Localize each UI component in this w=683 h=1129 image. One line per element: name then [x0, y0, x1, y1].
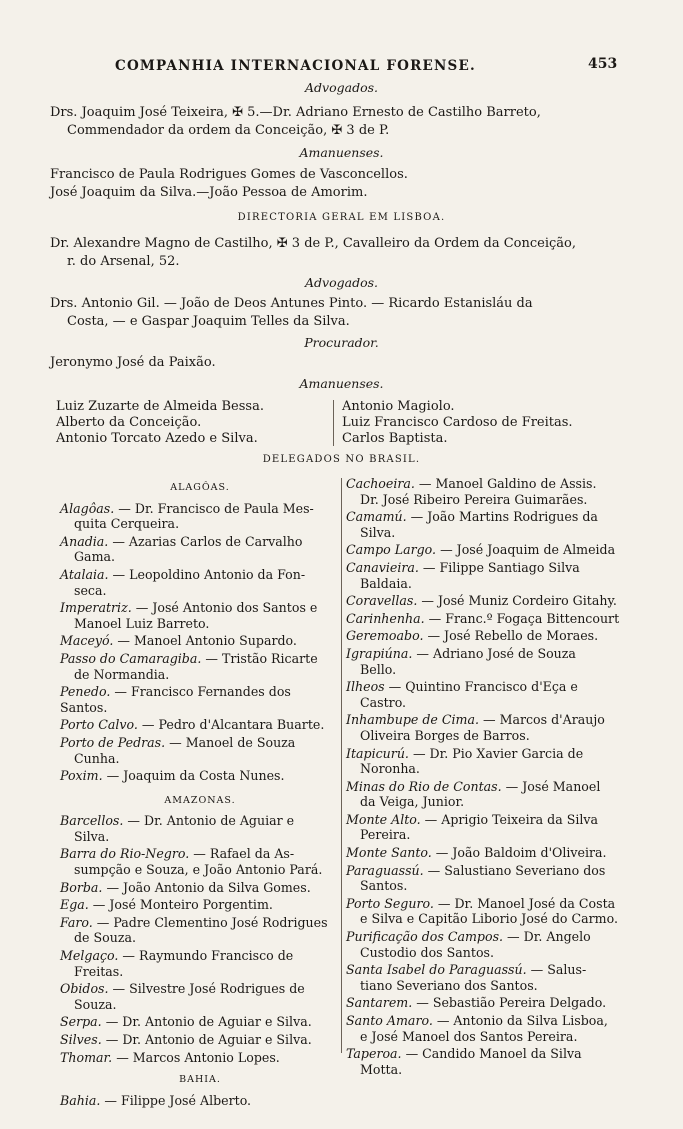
delegate-text: — João Martins Rodrigues da	[406, 509, 598, 525]
delegate-text: — João Antonio da Silva Gomes.	[102, 879, 311, 895]
delegate-continuation: sumpção e Souza, e João Antonio Pará.	[74, 862, 323, 878]
delegate-entry	[346, 611, 636, 627]
delegate-continuation: Baldaia.	[360, 575, 412, 591]
right-column	[346, 476, 636, 1079]
bahia-list	[60, 1093, 340, 1109]
lisboa-advogados-line-1: Drs. Antonio Gil. — João de Deos Antunes Pinto. — Ricardo Estanisláu da	[50, 296, 533, 311]
delegate-entry	[60, 846, 340, 877]
delegate-continuation: Noronha.	[360, 761, 420, 777]
amazonas-list	[60, 813, 340, 1065]
place-name: Silves.	[60, 1032, 102, 1047]
delegate-entry	[60, 534, 340, 565]
delegate-text: — Marcos Antonio Lopes.	[112, 1049, 280, 1065]
delegate-text: — Sebastião Pereira Delgado.	[412, 995, 607, 1011]
delegate-text: — Dr. Antonio de Aguiar e	[123, 813, 295, 829]
place-name: Campo Largo.	[346, 542, 437, 558]
amanuense-right-2: Luiz Francisco Cardoso de Freitas.	[342, 415, 573, 430]
delegate-text: — Dr. Antonio de Aguiar e Silva.	[101, 1032, 312, 1047]
delegate-continuation: da Veiga, Junior.	[360, 794, 465, 810]
section-procurador: Procurador.	[304, 335, 379, 350]
delegate-entry	[346, 962, 636, 993]
place-name: Bahia.	[60, 1092, 101, 1108]
place-name: Paraguassú.	[346, 862, 424, 878]
state-alagoas: ALAGÔAS.	[170, 482, 230, 493]
delegate-entry	[60, 981, 340, 1012]
delegate-entry	[346, 746, 636, 777]
place-name: Itapicurú.	[346, 745, 409, 761]
delegate-entry	[346, 509, 636, 540]
delegate-text: — Filippe Santiago Silva	[418, 559, 580, 575]
delegate-text: — José Joaquim de Almeida	[436, 542, 616, 558]
section-lisboa-amanuenses: Amanuenses.	[299, 376, 384, 391]
delegate-entry	[346, 1046, 636, 1077]
place-name: Obidos.	[60, 981, 109, 997]
delegate-continuation: Cunha.	[74, 750, 120, 766]
place-name: Anadia.	[60, 533, 109, 549]
place-name: Ega.	[60, 897, 89, 913]
delegate-text: — Tristão Ricarte	[201, 650, 318, 666]
delegate-text: — Padre Clementino José Rodrigues	[92, 914, 328, 930]
delegate-continuation: Freitas.	[74, 963, 124, 979]
section-amanuenses: Amanuenses.	[299, 145, 384, 160]
delegate-text: — Dr. Pio Xavier Garcia de	[408, 745, 584, 761]
delegate-entry	[346, 712, 636, 743]
delegate-entry	[60, 813, 340, 844]
delegate-text: — Dr. Antonio de Aguiar e Silva.	[101, 1014, 312, 1030]
delegate-text: — José Antonio dos Santos e	[131, 600, 318, 616]
place-name: Faro.	[60, 914, 93, 930]
place-name: Melgaço.	[60, 948, 119, 964]
delegate-continuation: Oliveira Borges de Barros.	[360, 727, 530, 743]
delegate-entry	[60, 1093, 340, 1109]
delegate-continuation: Silva.	[360, 524, 396, 540]
place-name: Penedo.	[60, 684, 111, 700]
delegate-entry	[60, 633, 340, 649]
state-bahia: BAHIA.	[179, 1074, 221, 1086]
delegate-entry	[346, 593, 636, 609]
delegate-text: — João Baldoim d'Oliveira.	[431, 845, 607, 861]
delegate-text: — José Rebello de Moraes.	[423, 628, 599, 644]
section-directoria-lisboa: DIRECTORIA GERAL EM LISBOA.	[237, 212, 446, 223]
delegate-text: — Pedro d'Alcantara Buarte.	[137, 717, 325, 733]
place-name: Monte Santo.	[346, 845, 432, 861]
amanuense-right-3: Carlos Baptista.	[342, 431, 448, 446]
place-name: Minas do Rio de Contas.	[346, 778, 502, 794]
delegate-entry	[346, 896, 636, 927]
delegate-continuation: Gama.	[74, 549, 116, 565]
delegate-continuation: de Normandia.	[74, 666, 170, 682]
delegate-text: — Joaquim da Costa Nunes.	[102, 768, 285, 784]
delegate-continuation: de Souza.	[74, 930, 136, 946]
delegate-entry	[346, 560, 636, 591]
delegate-entry	[346, 995, 636, 1011]
delegate-text: — José Manoel	[501, 778, 601, 794]
delegate-entry	[60, 1032, 340, 1048]
amanuenses-line-2: José Joaquim da Silva.—João Pessoa de Amorim.	[50, 185, 368, 200]
delegate-entry	[346, 1013, 636, 1044]
section-lisboa-advogados: Advogados.	[305, 275, 378, 290]
place-name: Santarem.	[346, 995, 413, 1011]
delegate-entry	[60, 948, 340, 979]
delegate-entry	[346, 679, 636, 710]
delegate-continuation: Dr. José Ribeiro Pereira Guimarães.	[360, 491, 588, 507]
delegate-entry	[60, 651, 340, 682]
left-column	[60, 476, 340, 1110]
lisboa-director-line-2: r. do Arsenal, 52.	[67, 254, 180, 269]
delegate-entry	[346, 863, 636, 894]
advogados-line-2: Commendador da ordem da Conceição, ✠ 3 de P.	[67, 123, 390, 138]
delegate-entry	[60, 1014, 340, 1030]
delegate-text: — Manoel Antonio Supardo.	[113, 633, 297, 649]
amanuense-left-2: Alberto da Conceição.	[56, 415, 202, 430]
column-divider	[341, 478, 342, 1053]
place-name: Monte Alto.	[346, 811, 421, 827]
delegate-text: — Franc.º Fogaça Bittencourt	[424, 610, 620, 626]
amanuenses-line-1: Francisco de Paula Rodrigues Gomes de Vasconcellos.	[50, 167, 408, 182]
delegate-entry	[60, 567, 340, 598]
delegate-continuation: Bello.	[360, 661, 397, 677]
place-name: Imperatriz.	[60, 600, 132, 616]
delegate-entry	[346, 542, 636, 558]
delegate-text: — Quintino Francisco d'Eça e	[384, 679, 578, 695]
place-name: Cachoeira.	[346, 476, 415, 491]
delegate-text: — Azarias Carlos de Carvalho	[108, 533, 303, 549]
place-name: Porto Seguro.	[346, 895, 434, 911]
delegate-text: — Salustiano Severiano dos	[423, 862, 606, 878]
delegate-continuation: tiano Severiano dos Santos.	[360, 977, 538, 993]
place-name: Camamú.	[346, 509, 407, 525]
place-name: Inhambupe de Cima.	[346, 712, 479, 728]
delegate-entry	[346, 628, 636, 644]
delegate-text: — Francisco Fernandes dos Santos.	[60, 684, 291, 715]
delegate-text: — Salus-	[526, 962, 587, 978]
place-name: Alagôas.	[60, 500, 115, 516]
delegate-entry	[346, 812, 636, 843]
place-name: Barra do Rio-Negro.	[60, 846, 190, 862]
place-name: Maceyó.	[60, 633, 114, 649]
delegate-text: — Leopoldino Antonio da Fon-	[108, 566, 306, 582]
delegate-entry	[346, 929, 636, 960]
place-name: Poxim.	[60, 768, 103, 784]
delegate-text: — Raymundo Francisco de	[118, 948, 294, 964]
delegate-entry	[60, 915, 340, 946]
delegate-entry	[60, 501, 340, 532]
delegate-entry	[346, 779, 636, 810]
lisboa-director-line-1: Dr. Alexandre Magno de Castilho, ✠ 3 de P., Cavalleiro da Ordem da Conceição,	[50, 236, 577, 251]
delegate-continuation: Souza.	[74, 996, 117, 1012]
place-name: Barcellos.	[60, 813, 124, 829]
delegate-entry	[60, 768, 340, 784]
delegate-text: — Dr. Manoel José da Costa	[433, 895, 616, 911]
place-name: Geremoabo.	[346, 628, 424, 644]
delegate-entry	[346, 476, 636, 507]
delegate-entry	[60, 600, 340, 631]
delegate-text: — Dr. Francisco de Paula Mes-	[114, 500, 314, 516]
amanuense-left-3: Antonio Torcato Azedo e Silva.	[56, 431, 258, 446]
delegate-text: — Rafael da As-	[189, 846, 295, 862]
delegate-text: — José Monteiro Porgentim.	[88, 897, 273, 913]
running-header: COMPANHIA INTERNACIONAL FORENSE.	[115, 58, 476, 74]
place-name: Coravellas.	[346, 593, 418, 609]
section-advogados: Advogados.	[305, 80, 378, 95]
place-name: Taperoa.	[346, 1046, 402, 1062]
delegate-text: — Antonio da Silva Lisboa,	[432, 1013, 608, 1028]
section-delegados-brasil: DELEGADOS NO BRASIL.	[262, 454, 421, 465]
amanuense-left-1: Luiz Zuzarte de Almeida Bessa.	[56, 399, 264, 414]
delegate-continuation: Silva.	[74, 828, 110, 844]
delegate-continuation: Castro.	[360, 694, 407, 710]
delegate-text: — Manoel Galdino de Assis.	[414, 476, 597, 491]
delegate-text: — Silvestre José Rodrigues de	[108, 981, 305, 997]
delegate-text: — Candido Manoel da Silva	[401, 1046, 582, 1062]
delegate-continuation: quita Cerqueira.	[74, 516, 180, 532]
page-number: 453	[588, 56, 618, 72]
delegate-entry	[60, 684, 340, 715]
delegate-text: — Filippe José Alberto.	[100, 1092, 252, 1108]
alagoas-list	[60, 501, 340, 784]
place-name: Borba.	[60, 879, 103, 895]
place-name: Thomar.	[60, 1049, 113, 1065]
place-name: Atalaia.	[60, 566, 109, 582]
delegate-text: — Dr. Angelo	[503, 929, 591, 945]
delegate-text: — Manoel de Souza	[165, 734, 296, 750]
place-name: Serpa.	[60, 1014, 102, 1030]
delegate-continuation: Motta.	[360, 1061, 403, 1077]
delegate-continuation: seca.	[74, 582, 107, 598]
delegate-continuation: Custodio dos Santos.	[360, 944, 494, 960]
advogados-line-1: Drs. Joaquim José Teixeira, ✠ 5.—Dr. Adriano Ernesto de Castilho Barreto,	[50, 105, 541, 120]
place-name: Ilheos	[346, 679, 385, 695]
delegate-entry	[60, 1050, 340, 1066]
place-name: Canavieira.	[346, 559, 419, 575]
delegate-entry	[346, 845, 636, 861]
place-name: Carinhenha.	[346, 610, 425, 626]
delegate-continuation: e José Manoel dos Santos Pereira.	[360, 1028, 578, 1044]
amanuenses-divider	[333, 400, 334, 446]
delegate-entry	[60, 897, 340, 913]
state-amazonas: AMAZONAS.	[164, 794, 236, 806]
delegate-text: — José Muniz Cordeiro Gitahy.	[417, 593, 617, 609]
delegate-continuation: Santos.	[360, 878, 408, 894]
amanuense-right-1: Antonio Magiolo.	[342, 399, 455, 414]
delegate-entry	[60, 717, 340, 733]
delegate-text: — Marcos d'Araujo	[478, 712, 605, 728]
place-name: Porto de Pedras.	[60, 734, 166, 750]
delegate-continuation: Manoel Luiz Barreto.	[74, 615, 210, 631]
delegate-continuation: Pereira.	[360, 827, 411, 843]
procurador-line: Jeronymo José da Paixão.	[50, 355, 216, 370]
delegate-entry	[60, 735, 340, 766]
place-name: Purificação dos Campos.	[346, 929, 504, 945]
delegate-continuation: e Silva e Capitão Liborio José do Carmo.	[360, 911, 618, 927]
place-name: Porto Calvo.	[60, 717, 138, 733]
place-name: Santo Amaro.	[346, 1013, 433, 1028]
delegate-entry	[60, 880, 340, 896]
delegate-text: — Aprigio Teixeira da Silva	[420, 811, 599, 827]
lisboa-advogados-line-2: Costa, — e Gaspar Joaquim Telles da Silva.	[67, 314, 350, 329]
delegate-entry	[346, 646, 636, 677]
delegate-text: — Adriano José de Souza	[412, 645, 576, 661]
place-name: Igrapiúna.	[346, 645, 413, 661]
place-name: Santa Isabel do Paraguassú.	[346, 962, 527, 978]
place-name: Passo do Camaragiba.	[60, 650, 202, 666]
